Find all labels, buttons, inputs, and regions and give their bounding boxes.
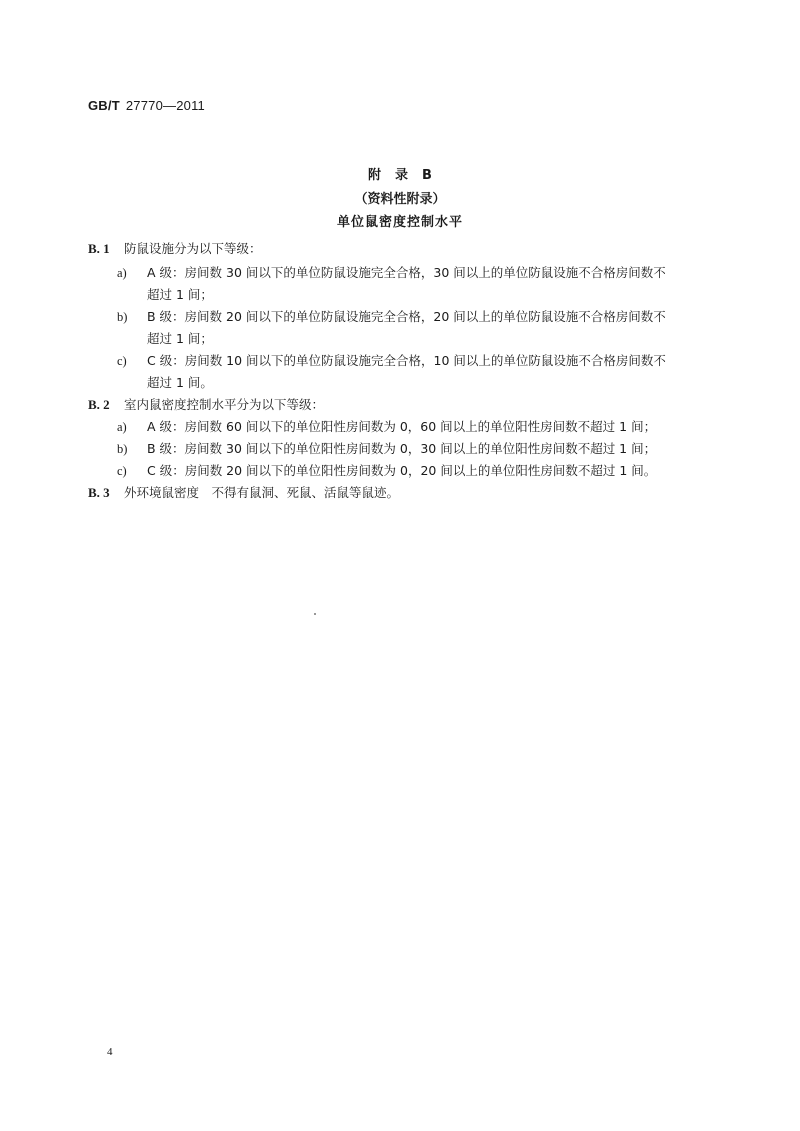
appendix-letter: B: [422, 168, 432, 183]
item-text: A 级：房间数 30 间以下的单位防鼠设施完全合格，30 间以上的单位防鼠设施不合格房间数不: [147, 265, 666, 280]
item-label: b): [117, 442, 128, 456]
item-text: B 级：房间数 30 间以下的单位阳性房间数为 0，30 间以上的单位阳性房间数不超过 1 间；: [147, 441, 657, 456]
list-item: [117, 353, 666, 369]
item-label: c): [117, 354, 127, 368]
item-text: B 级：房间数 20 间以下的单位防鼠设施完全合格，20 间以上的单位防鼠设施不合格房间数不: [147, 309, 666, 324]
item-label: a): [117, 266, 127, 280]
item-text: A 级：房间数 60 间以下的单位阳性房间数为 0，60 间以上的单位阳性房间数不超过 1 间；: [147, 419, 657, 434]
item-text: C 级：房间数 20 间以下的单位阳性房间数为 0，20 间以上的单位阳性房间数不超过 1 间。: [147, 463, 657, 478]
appendix-label: [0, 164, 800, 183]
clause-b2: [88, 397, 324, 413]
item-label: a): [117, 420, 127, 434]
standard-number: 27770—2011: [125, 98, 205, 113]
list-item: [117, 419, 656, 435]
scan-artifact: [314, 613, 316, 615]
appendix-type: （资料性附录）: [354, 192, 446, 207]
clause-text: 防鼠设施分为以下等级：: [124, 241, 262, 256]
list-item: [117, 265, 666, 281]
clause-number: B. 1: [88, 241, 110, 256]
list-item: [117, 309, 666, 325]
item-continuation: 超过 1 间；: [147, 331, 213, 346]
clause-text: 室内鼠密度控制水平分为以下等级：: [124, 397, 325, 412]
clause-text: 外环境鼠密度 不得有鼠洞、死鼠、活鼠等鼠迹。: [124, 485, 400, 500]
clause-number: B. 3: [88, 485, 110, 500]
list-item: [117, 441, 656, 457]
clause-number: B. 2: [88, 397, 110, 412]
clause-b1: [88, 241, 262, 257]
item-label: c): [117, 464, 127, 478]
page-number: 4: [107, 1046, 113, 1058]
item-continuation: 超过 1 间。: [147, 375, 213, 390]
item-label: b): [117, 310, 128, 324]
appendix-title: 单位鼠密度控制水平: [336, 215, 463, 230]
list-item: [117, 463, 656, 479]
appendix-label-part2: 录: [395, 168, 409, 183]
appendix-label-part1: 附: [368, 168, 382, 183]
item-continuation: 超过 1 间；: [147, 287, 213, 302]
standard-code: GB/T: [88, 98, 120, 113]
item-text: C 级：房间数 10 间以下的单位防鼠设施完全合格，10 间以上的单位防鼠设施不合格房间数不: [147, 353, 666, 368]
clause-b3: [88, 485, 399, 501]
standard-header: [88, 98, 205, 113]
